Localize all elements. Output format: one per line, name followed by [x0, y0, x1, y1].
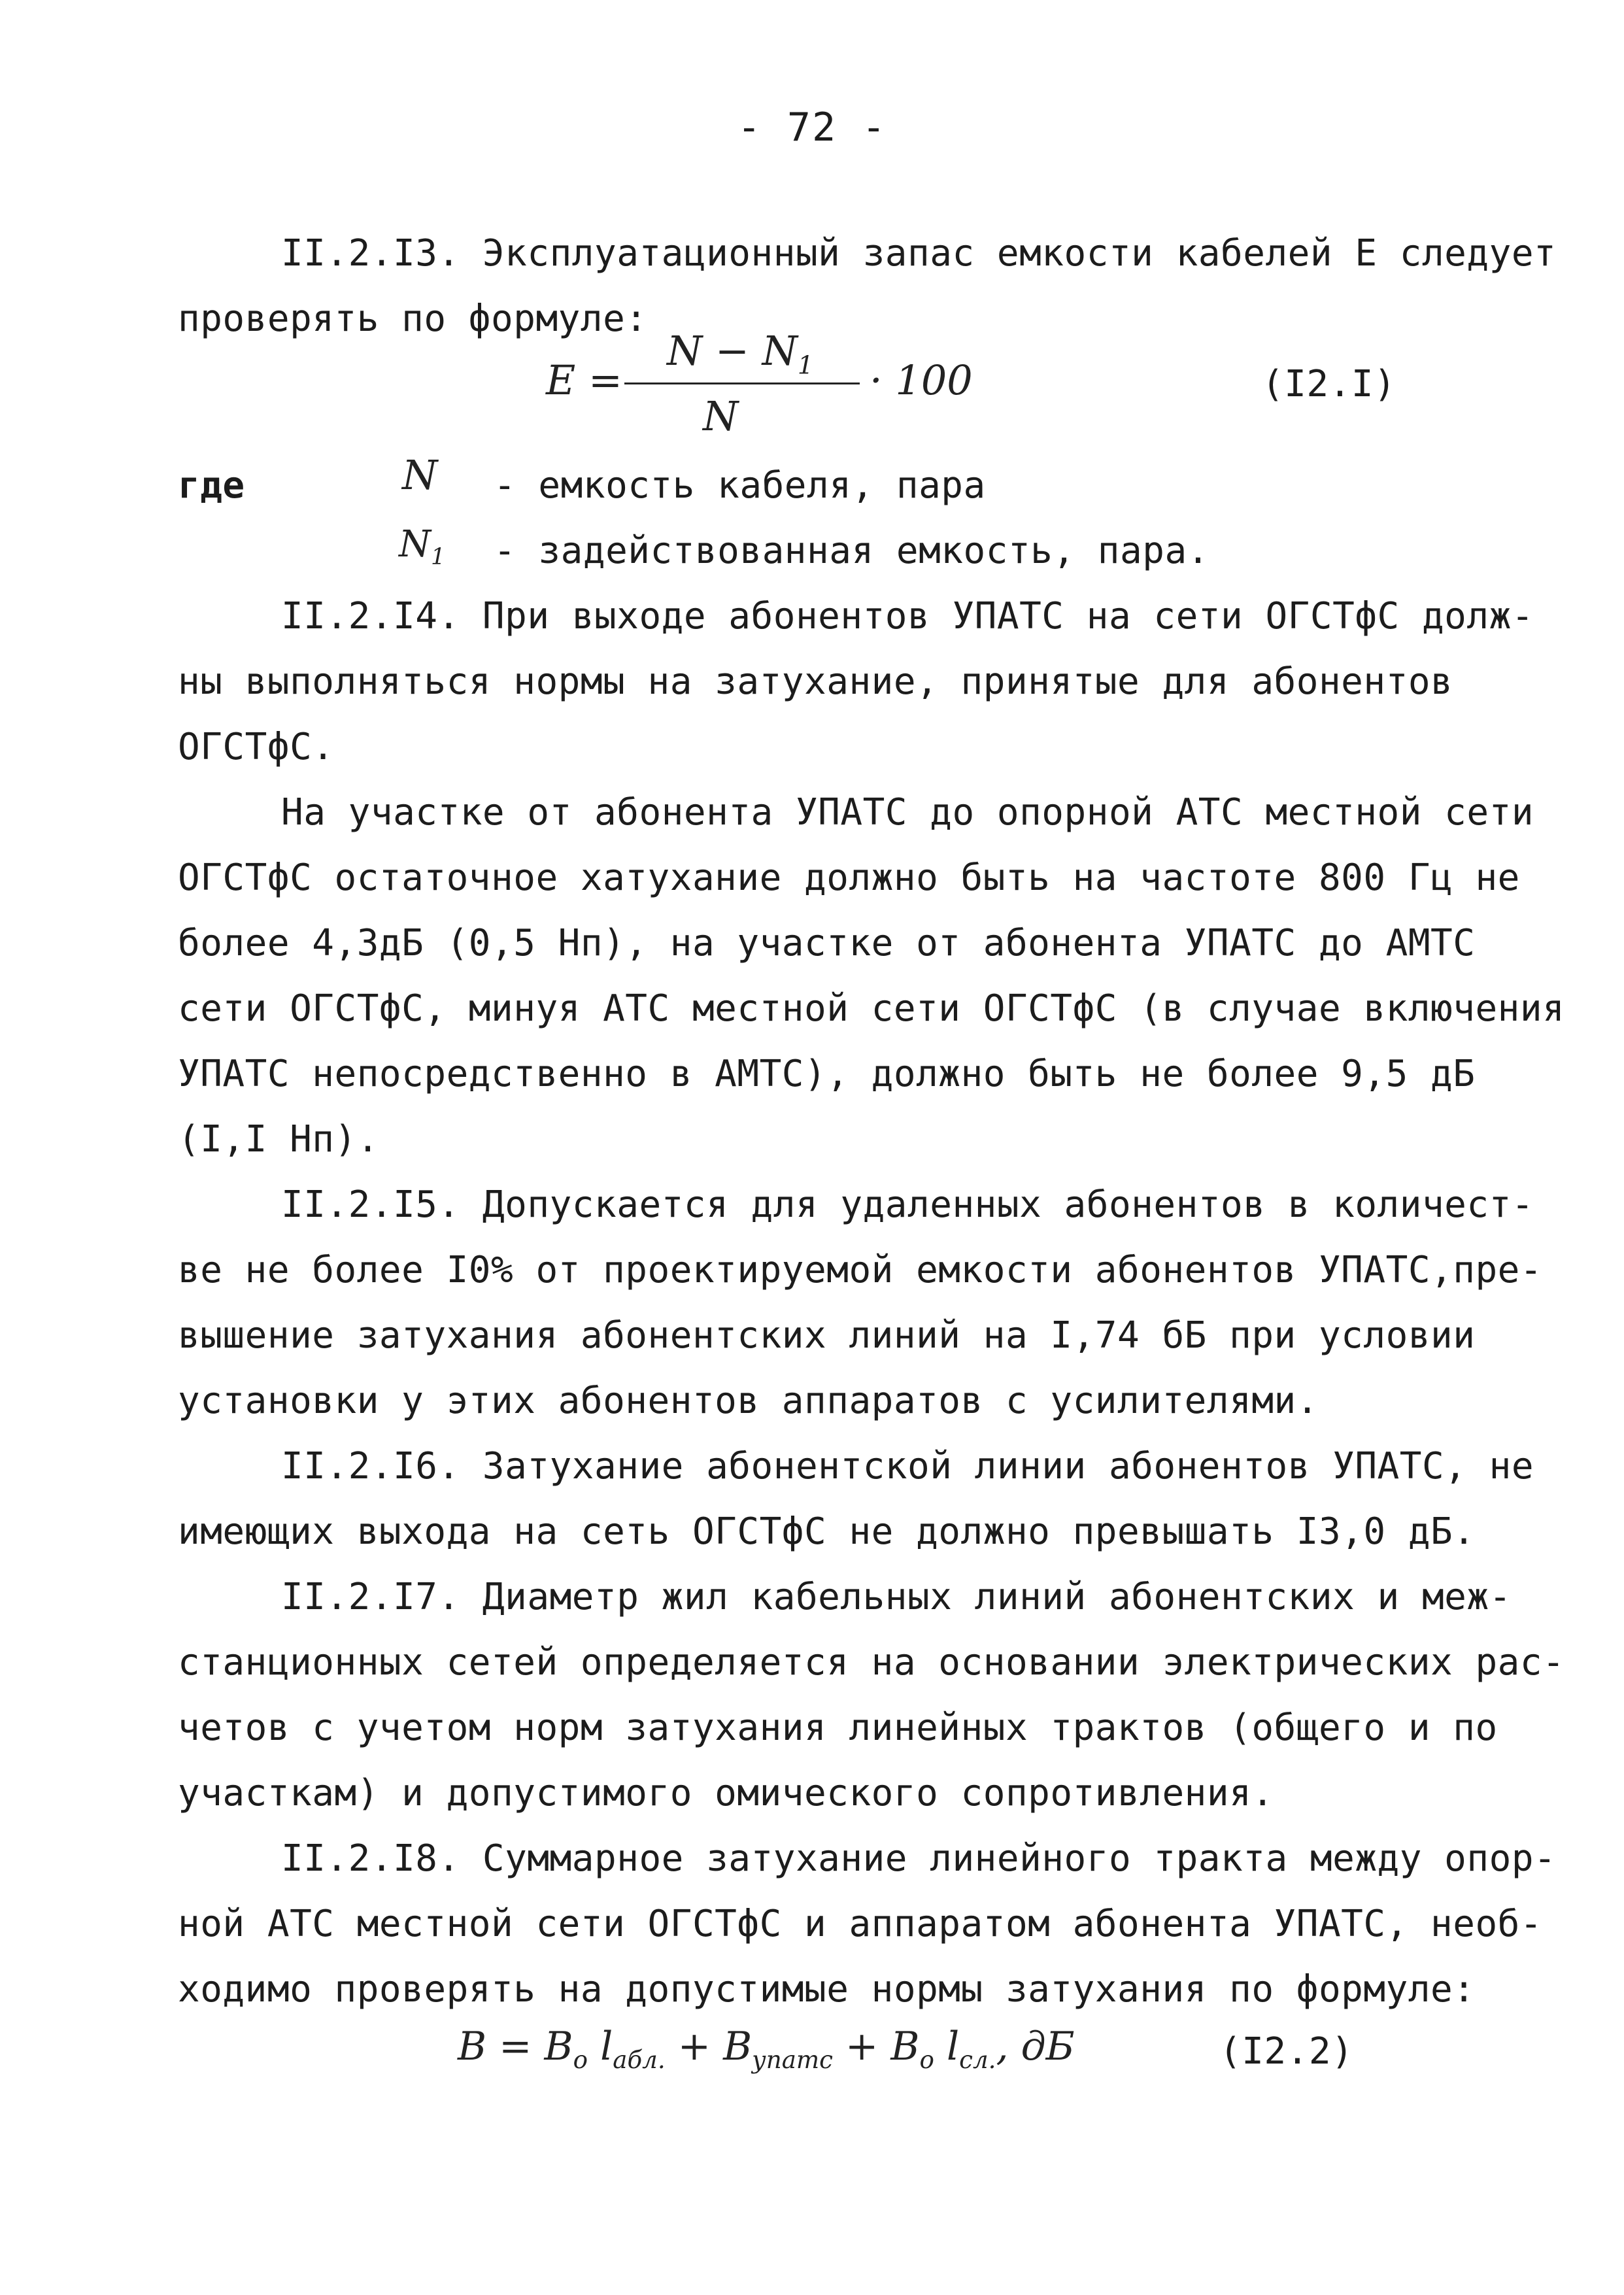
- page-number: - 72 -: [737, 105, 887, 150]
- section-13-line-2: проверять по формуле:: [178, 298, 648, 340]
- section-17-line-2: станционных сетей определяется на основании электрических рас-: [178, 1641, 1565, 1684]
- formula-numerator: $N - N_1$: [667, 327, 814, 381]
- section-16-line-2: имеющих выхода на сеть ОГСТфС не должно превышать I3,0 дБ.: [178, 1510, 1476, 1553]
- section-13-line-1: II.2.I3. Эксплуатационный запас емкости кабелей Е следует: [281, 232, 1557, 275]
- formula-multiplier: · 100: [870, 356, 973, 404]
- definition-2-text: - задействованная емкость, пара.: [494, 530, 1210, 572]
- section-17-line-3: четов с учетом норм затухания линейных трактов (общего и по: [178, 1707, 1498, 1749]
- formula-number: (I2.I): [1262, 363, 1396, 405]
- paragraph-14b-line-2: ОГСТфС остаточное хатухание должно быть на частоте 800 Гц не: [178, 857, 1520, 899]
- section-18-line-2: ной АТС местной сети ОГСТфС и аппаратом абонента УПАТС, необ-: [178, 1903, 1543, 1945]
- section-14-line-1: II.2.I4. При выходе абонентов УПАТС на сети ОГСТфС долж-: [281, 595, 1534, 638]
- section-15-line-4: установки у этих абонентов аппаратов с усилителями.: [178, 1380, 1319, 1422]
- definition-2-symbol: $N_1$: [399, 523, 446, 571]
- section-17-line-4: участкам) и допустимого омического сопротивления.: [178, 1772, 1274, 1814]
- formula-denominator: N: [703, 392, 739, 440]
- paragraph-14b-line-4: сети ОГСТфС, минуя АТС местной сети ОГСТфС (в случае включения: [178, 987, 1565, 1030]
- definition-1-text: - емкость кабеля, пара: [494, 464, 986, 507]
- formula-lhs: E =: [546, 356, 622, 404]
- paragraph-14b-line-3: более 4,3дБ (0,5 Нп), на участке от абонента УПАТС до АМТС: [178, 922, 1476, 964]
- paragraph-14b-line-1: На участке от абонента УПАТС до опорной АТС местной сети: [281, 791, 1534, 834]
- where-label: где: [178, 464, 245, 507]
- section-15-line-2: ве не более I0% от проектируемой емкости абонентов УПАТС,пре-: [178, 1249, 1543, 1291]
- section-15-line-1: II.2.I5. Допускается для удаленных абонентов в количест-: [281, 1183, 1534, 1226]
- paragraph-14b-line-5: УПАТС непосредственно в АМТС), должно быть не более 9,5 дБ: [178, 1053, 1476, 1095]
- section-18-line-3: ходимо проверять на допустимые нормы затухания по формуле:: [178, 1968, 1476, 2011]
- formula-12-2-expression: $B = B_o$ $l_{абл.} + B_{упатс} + B_o$ $l_{сл.}$, дБ: [458, 2024, 1075, 2075]
- paragraph-14b-line-6: (I,I Нп).: [178, 1118, 379, 1161]
- section-14-line-3: ОГСТфС.: [178, 726, 335, 768]
- section-14-line-2: ны выполняться нормы на затухание, принятые для абонентов: [178, 660, 1453, 703]
- formula-12-2-number: (I2.2): [1219, 2030, 1354, 2073]
- section-15-line-3: вышение затухания абонентских линий на I,74 бБ при условии: [178, 1314, 1476, 1357]
- section-18-line-1: II.2.I8. Суммарное затухание линейного тракта между опор-: [281, 1837, 1557, 1880]
- fraction-bar: [624, 382, 860, 384]
- section-17-line-1: II.2.I7. Диаметр жил кабельных линий абонентских и меж-: [281, 1576, 1512, 1618]
- section-16-line-1: II.2.I6. Затухание абонентской линии абонентов УПАТС, не: [281, 1445, 1534, 1488]
- definition-1-symbol: N: [402, 451, 438, 499]
